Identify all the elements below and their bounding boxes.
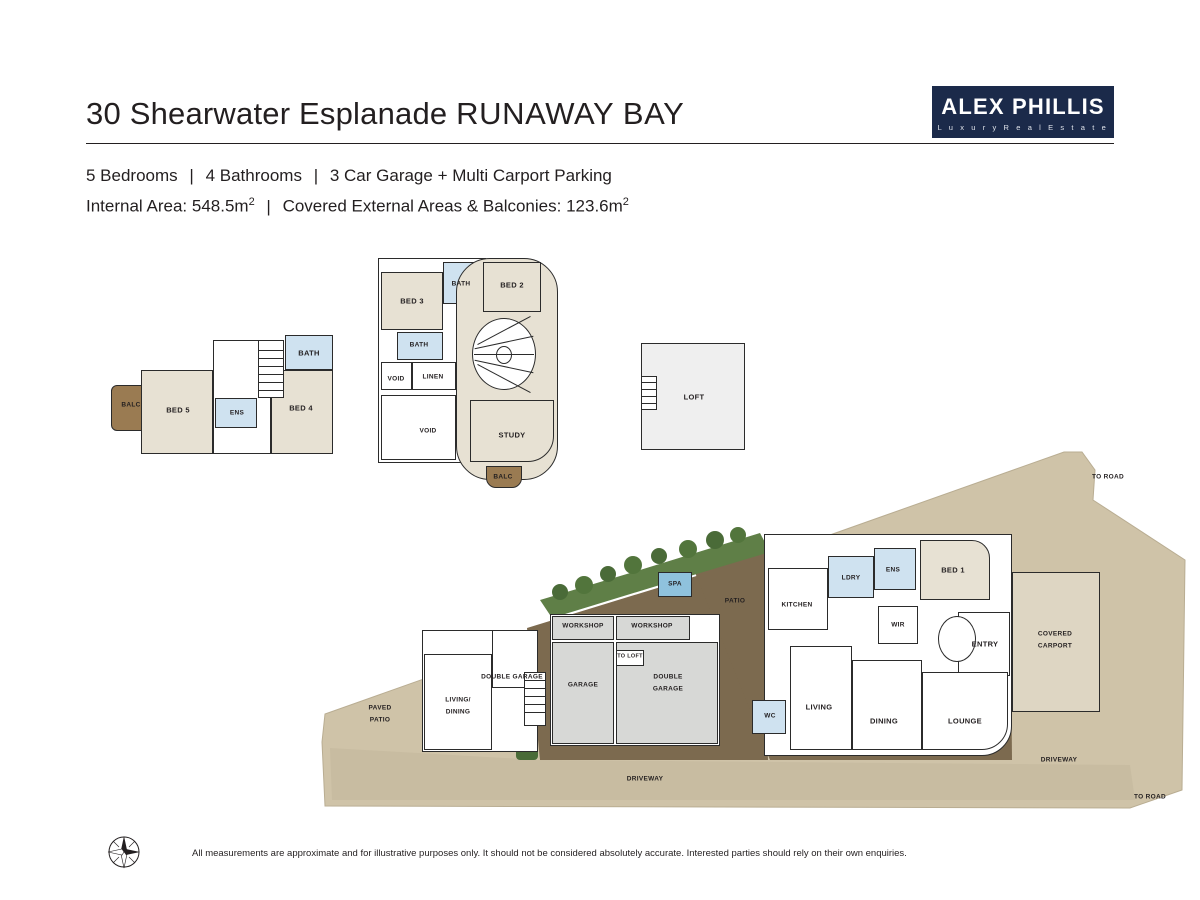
spec-bathrooms: 4 Bathrooms xyxy=(205,166,302,185)
spec-external-label: Covered External Areas & Balconies: xyxy=(282,196,562,216)
compass-rose-icon xyxy=(104,832,144,872)
spec-internal-label: Internal Area: xyxy=(86,196,188,216)
spec-separator: | xyxy=(313,166,319,185)
spec-bedrooms: 5 Bedrooms xyxy=(86,166,178,185)
room-label: PAVED xyxy=(368,704,392,712)
room-label: DRIVEWAY xyxy=(1040,756,1078,764)
spec-separator: | xyxy=(266,196,271,216)
room-label: LIVING xyxy=(805,702,833,712)
room-label: DINING xyxy=(869,716,899,726)
room-label: VOID xyxy=(387,375,405,383)
room-label: STUDY xyxy=(498,430,526,440)
room-label: BATH xyxy=(451,280,471,288)
lounge-shape xyxy=(922,672,1008,750)
room-label: LOUNGE xyxy=(948,716,982,726)
shrub-icon xyxy=(679,540,697,558)
room-label: DRIVEWAY xyxy=(626,775,664,783)
title-suburb: RUNAWAY BAY xyxy=(456,96,685,131)
spec-garage: 3 Car Garage + Multi Carport Parking xyxy=(329,166,612,185)
room-label: DOUBLE GARAGE xyxy=(481,673,543,681)
spec-internal-sup: 2 xyxy=(248,196,255,208)
room-label: WORKSHOP xyxy=(562,622,604,630)
kitchen-shape-main xyxy=(768,568,828,630)
room-label: ENTRY xyxy=(971,639,999,649)
shrub-icon xyxy=(651,548,667,564)
room-label: BALC xyxy=(121,401,141,409)
room-label: TO LOFT xyxy=(617,653,643,660)
dining-shape-main xyxy=(852,660,922,750)
ground-spiral-stair xyxy=(938,616,976,662)
room-label: DOUBLE xyxy=(653,673,683,681)
room-label: VOID xyxy=(419,427,437,435)
logo-tagline: L u x u r y R e a l E s t a t e xyxy=(937,123,1109,132)
room-label: DINING xyxy=(445,708,471,716)
room-label: GARAGE xyxy=(567,681,599,689)
spec-external-sup: 2 xyxy=(622,196,629,208)
room-label: COVERED xyxy=(1037,630,1073,638)
room-label: BED 4 xyxy=(289,403,313,413)
room-label: BED 1 xyxy=(941,565,965,575)
logo-wordmark: ALEX PHILLIS xyxy=(941,94,1105,119)
room-label: LIVING/ xyxy=(445,696,471,704)
disclaimer-text: All measurements are approximate and for illustrative purposes only. It should not be considered absolutely accurate. Interested parties should rely on their own enquiries. xyxy=(192,848,907,859)
spec-external-value: 123.6m xyxy=(566,196,623,216)
room-label: BATH xyxy=(409,341,429,349)
room-label: SPA xyxy=(668,580,682,588)
room-label: ENS xyxy=(885,566,901,574)
room-label: WIR xyxy=(891,621,905,629)
spec-separator: | xyxy=(189,166,194,185)
shrub-icon xyxy=(706,531,724,549)
room-label: PATIO xyxy=(369,716,391,724)
room-label: GARAGE xyxy=(652,685,684,693)
room-label: CARPORT xyxy=(1037,642,1073,650)
room-label: BED 5 xyxy=(166,405,190,415)
spec-internal-value: 548.5m xyxy=(191,196,249,216)
room-label: KITCHEN xyxy=(781,601,813,609)
shrub-icon xyxy=(575,576,593,594)
living-shape-main xyxy=(790,646,852,750)
to-road-label: TO ROAD xyxy=(1134,793,1166,801)
room-label: ENS xyxy=(229,409,245,417)
shrub-icon xyxy=(730,527,746,543)
shrub-icon xyxy=(600,566,616,582)
room-label: WORKSHOP xyxy=(631,622,673,630)
room-label: BED 2 xyxy=(500,280,524,290)
shrub-icon xyxy=(624,556,642,574)
room-label: BATH xyxy=(298,348,320,358)
room-label: LDRY xyxy=(841,574,861,582)
room-label: LINEN xyxy=(422,373,444,381)
title-street: 30 Shearwater Esplanade xyxy=(86,96,448,131)
room-label: WC xyxy=(764,712,776,720)
garage-shape xyxy=(552,642,614,744)
to-road-label: TO ROAD xyxy=(1092,473,1124,481)
shrub-icon xyxy=(552,584,568,600)
room-label: LOFT xyxy=(683,392,705,402)
room-label: PATIO xyxy=(724,597,746,605)
room-label: BED 3 xyxy=(400,296,424,306)
room-label: BALC xyxy=(493,473,513,481)
